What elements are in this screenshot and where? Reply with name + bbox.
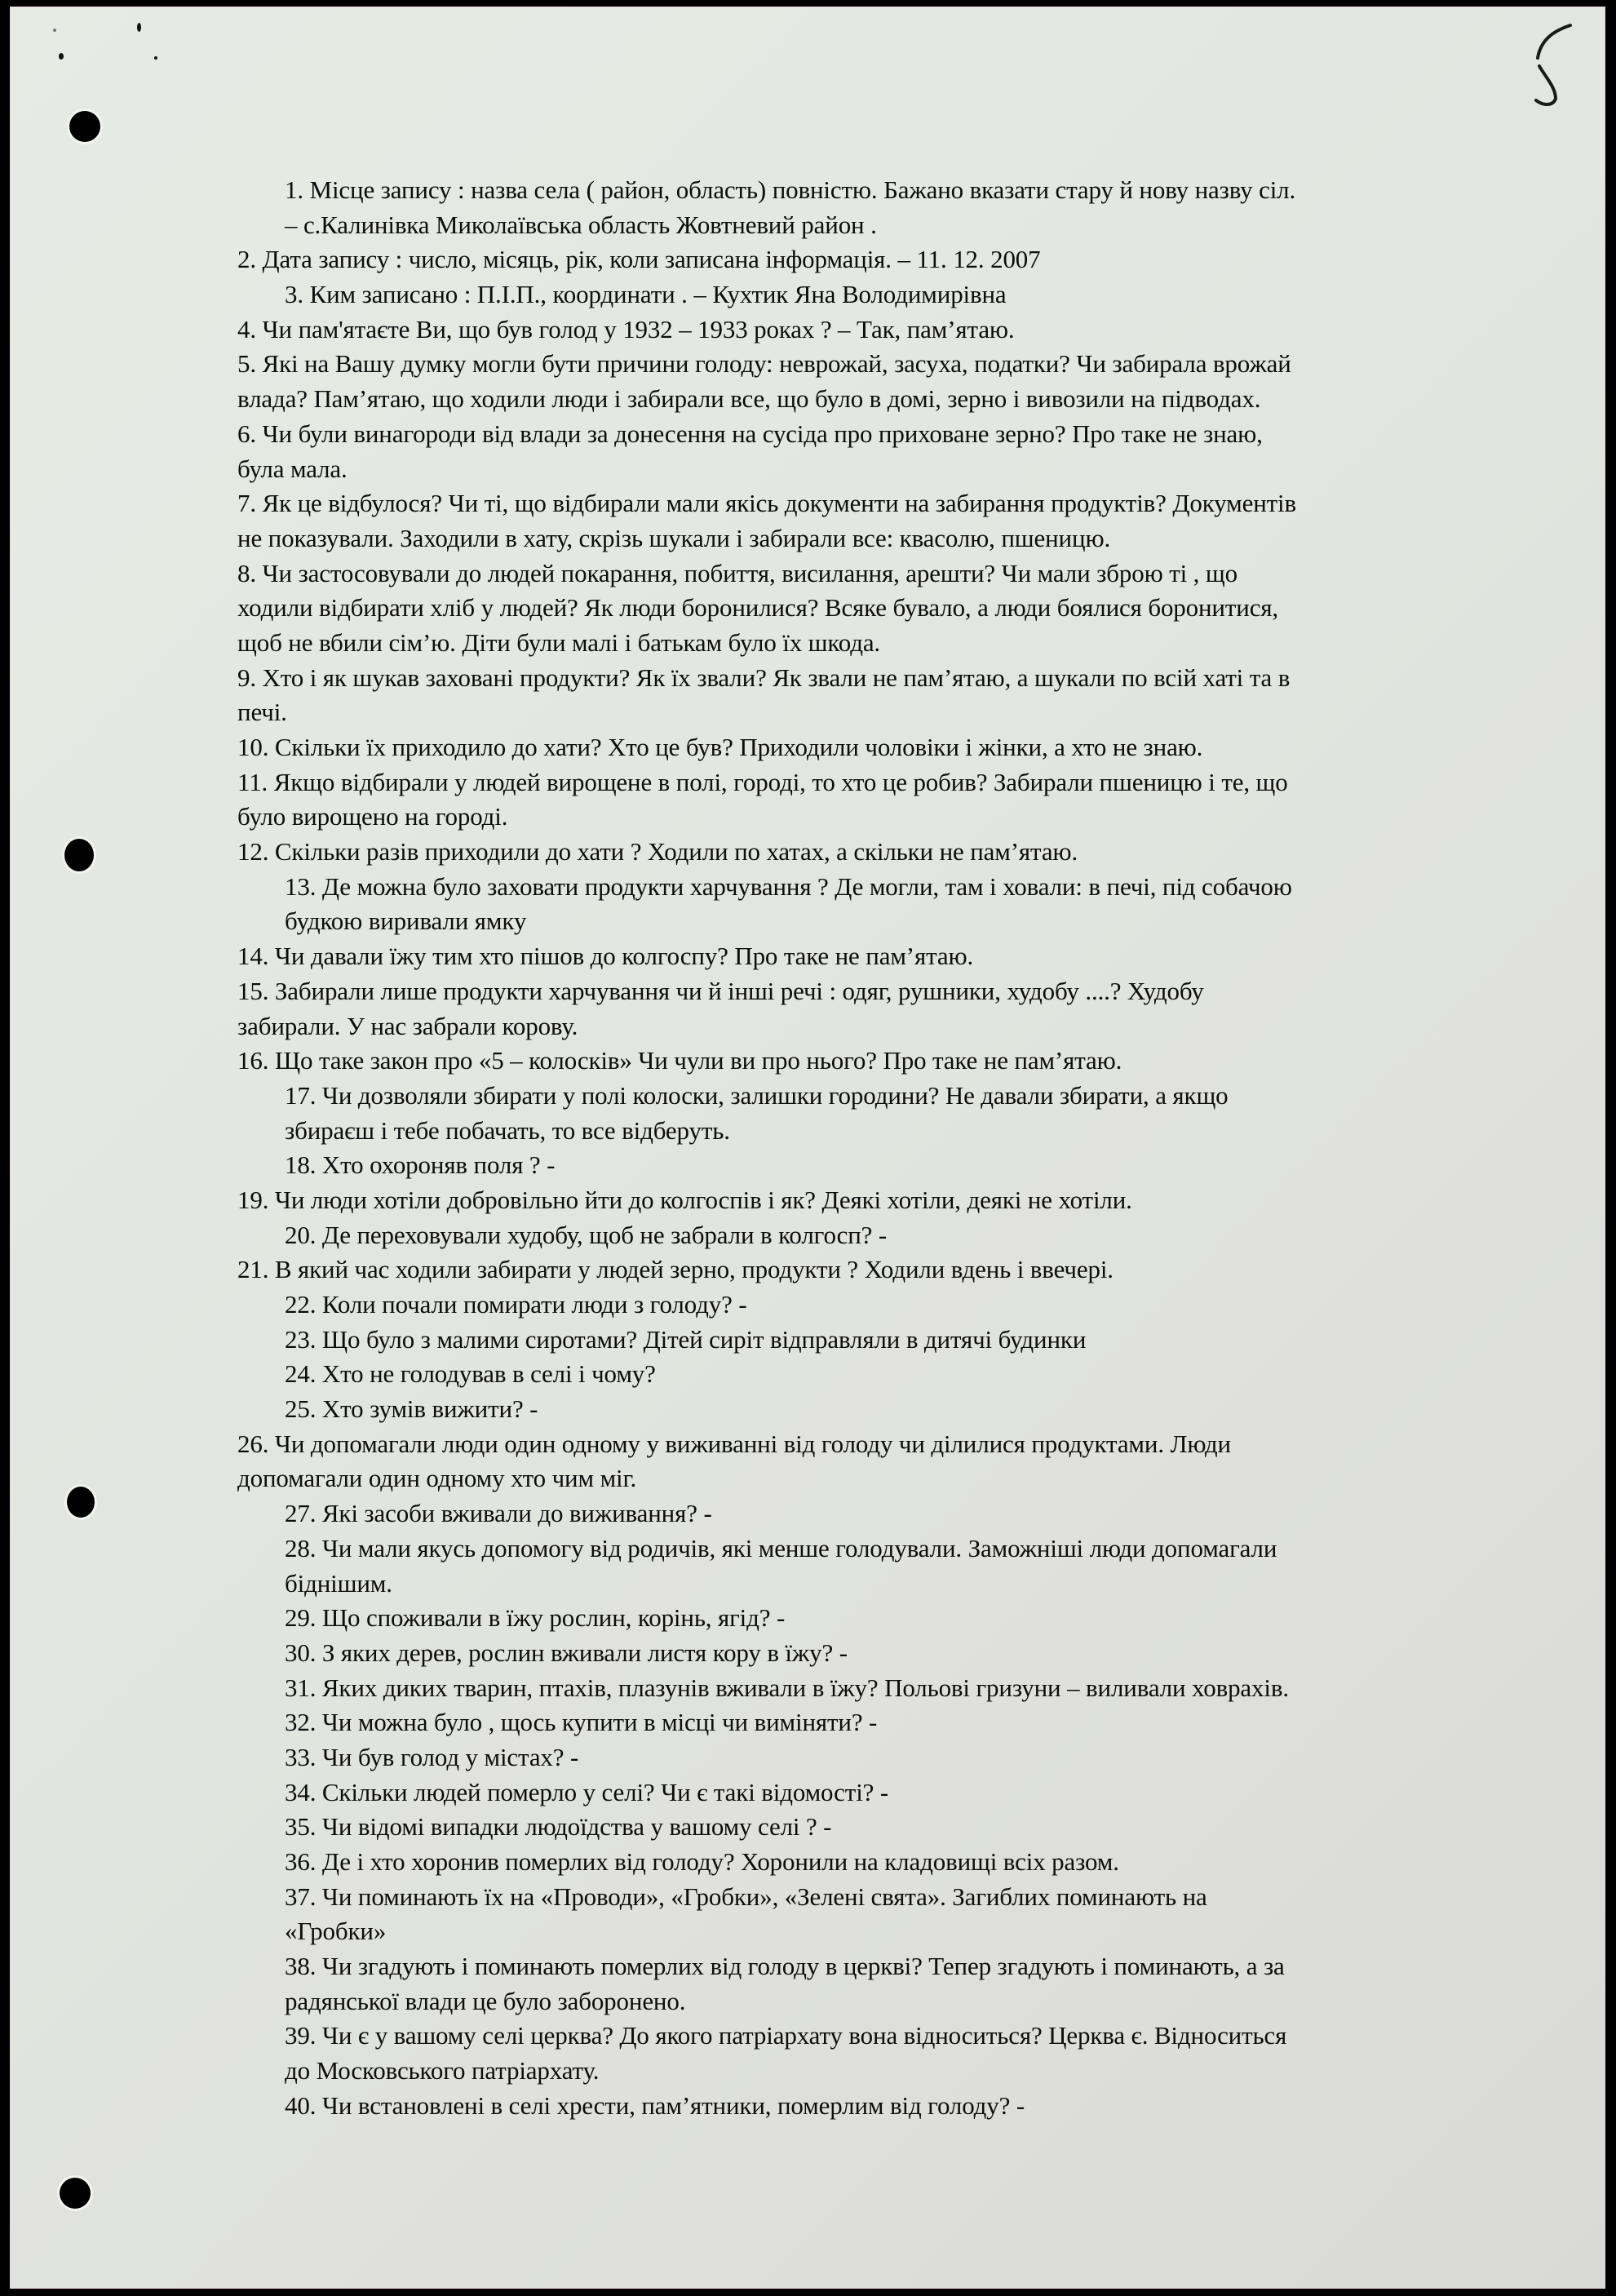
question-item-26 bbox=[237, 1427, 1575, 1496]
question-item-7 bbox=[237, 486, 1575, 556]
question-item-18 bbox=[237, 1148, 1575, 1183]
question-line: 31. Яких диких тварин, птахів, плазунів вживали в їжу? Польові гризуни – виливали ховрахів. bbox=[285, 1673, 1289, 1702]
answer-continuation-line: збираєш і тебе побачать, то все відберуть. bbox=[285, 1115, 730, 1145]
question-line: 27. Які засоби вживали до виживання? - bbox=[285, 1499, 712, 1528]
questionnaire-text bbox=[237, 173, 1575, 2124]
answer-continuation-line: було вирощено на городі. bbox=[237, 802, 508, 831]
question-line: 17. Чи дозволяли збирати у полі колоски, залишки городини? Не давали збирати, а якщо bbox=[285, 1080, 1229, 1110]
question-line: 24. Хто не голодував в селі і чому? bbox=[285, 1359, 656, 1389]
question-line: 10. Скільки їх приходило до хати? Хто це був? Приходили чоловіки і жінки, а хто не знаю. bbox=[237, 733, 1203, 761]
paper-speck bbox=[53, 29, 56, 32]
question-line: 8. Чи застосовували до людей покарання, побиття, висилання, арешти? Чи мали зброю ті , що bbox=[237, 558, 1237, 587]
answer-continuation-line: допомагали один одному хто чим міг. bbox=[237, 1464, 637, 1493]
answer-continuation-line: будкою виривали ямку bbox=[285, 906, 527, 936]
question-item-23 bbox=[237, 1323, 1575, 1358]
question-line: 5. Які на Вашу думку могли бути причини голоду: неврожай, засуха, податки? Чи забирала врожай bbox=[237, 349, 1291, 379]
question-line: 21. В який час ходили забирати у людей зерно, продукти ? Ходили вдень і ввечері. bbox=[237, 1255, 1113, 1284]
question-item-4 bbox=[237, 312, 1575, 348]
question-item-31 bbox=[237, 1671, 1575, 1706]
answer-continuation-line: не показували. Заходили в хату, скрізь шукали і забирали все: квасолю, пшеницю. bbox=[237, 523, 1111, 552]
punch-hole bbox=[60, 2178, 91, 2209]
question-line: 39. Чи є у вашому селі церква? До якого патріархату вона відноситься? Церква є. Відноситься bbox=[285, 2021, 1287, 2050]
question-line: 32. Чи можна було , щось купити в місці чи виміняти? - bbox=[285, 1708, 878, 1737]
question-item-29 bbox=[237, 1601, 1575, 1636]
question-line: 28. Чи мали якусь допомогу від родичів, які менше голодували. Заможніші люди допомагали bbox=[285, 1533, 1277, 1562]
question-line: 40. Чи встановлені в селі хрести, пам’ятники, померлим від голоду? - bbox=[285, 2090, 1025, 2120]
question-item-2 bbox=[237, 242, 1575, 277]
answer-continuation-line: до Московського патріархату. bbox=[285, 2056, 600, 2085]
question-item-6 bbox=[237, 417, 1575, 486]
question-item-12 bbox=[237, 835, 1575, 870]
question-line: 38. Чи згадують і поминають померлих від голоду в церкві? Тепер згадують і поминають, а за bbox=[285, 1952, 1285, 1981]
answer-continuation-line: щоб не вбили сім’ю. Діти були малі і батькам було їх шкода. bbox=[237, 627, 881, 657]
question-line: 20. Де переховували худобу, щоб не забрали в колгосп? - bbox=[285, 1220, 888, 1249]
question-item-5 bbox=[237, 347, 1575, 416]
question-line: 25. Хто зумів вижити? - bbox=[285, 1394, 538, 1424]
paper-speck bbox=[59, 53, 64, 60]
question-line: 37. Чи поминають їх на «Проводи», «Гробки», «Зелені свята». Загиблих поминають на bbox=[285, 1882, 1207, 1911]
punch-hole bbox=[69, 111, 100, 142]
question-line: 4. Чи пам'ятаєте Ви, що був голод у 1932 – 1933 роках ? – Так, пам’ятаю. bbox=[237, 314, 1015, 344]
answer-continuation-line: печі. bbox=[237, 698, 287, 727]
question-line: 6. Чи були винагороди від влади за донесення на сусіда про приховане зерно? Про таке не знаю, bbox=[237, 419, 1263, 448]
question-item-8 bbox=[237, 556, 1575, 661]
question-line: 29. Що споживали в їжу рослин, корінь, ягід? - bbox=[285, 1603, 786, 1633]
question-item-9 bbox=[237, 661, 1575, 730]
question-item-32 bbox=[237, 1705, 1575, 1740]
question-line: 23. Що було з малими сиротами? Дітей сиріт відправляли в дитячі будинки bbox=[285, 1324, 1087, 1354]
question-item-25 bbox=[237, 1392, 1575, 1427]
question-item-14 bbox=[237, 939, 1575, 974]
question-item-33 bbox=[237, 1740, 1575, 1775]
answer-continuation-line: радянської влади це було заборонено. bbox=[285, 1986, 686, 2015]
question-item-39 bbox=[237, 2019, 1575, 2088]
question-line: 12. Скільки разів приходили до хати ? Ходили по хатах, а скільки не пам’ятаю. bbox=[237, 837, 1078, 867]
question-line: 1. Місце запису : назва села ( район, область) повністю. Бажано вказати стару й нову назву сіл. bbox=[285, 175, 1296, 204]
question-item-38 bbox=[237, 1949, 1575, 2019]
question-line: 15. Забирали лише продукти харчування чи й інші речі : одяг, рушники, худобу ....? Худобу bbox=[237, 976, 1204, 1005]
question-item-36 bbox=[237, 1845, 1575, 1880]
document-page bbox=[10, 7, 1605, 2289]
punch-hole bbox=[67, 1487, 95, 1518]
handwritten-page-number bbox=[1528, 19, 1577, 109]
question-line: 14. Чи давали їжу тим хто пішов до колгоспу? Про таке не пам’ятаю. bbox=[237, 942, 974, 971]
answer-continuation-line: була мала. bbox=[237, 454, 348, 483]
paper-speck bbox=[154, 56, 157, 60]
question-line: 13. Де можна було заховати продукти харчування ? Де могли, там і ховали: в печі, під собачою bbox=[285, 871, 1292, 901]
question-line: 18. Хто охороняв поля ? - bbox=[285, 1150, 556, 1180]
question-line: 2. Дата запису : число, місяць, рік, коли записана інформація. – 11. 12. 2007 bbox=[237, 245, 1041, 274]
question-item-3 bbox=[237, 277, 1575, 312]
question-item-13 bbox=[237, 870, 1575, 939]
paper-speck bbox=[137, 23, 141, 32]
question-line: 7. Як це відбулося? Чи ті, що відбирали мали якісь документи на забирання продуктів? Документів bbox=[237, 489, 1296, 518]
question-item-37 bbox=[237, 1880, 1575, 1949]
question-line: 30. З яких дерев, рослин вживали листя кору в їжу? - bbox=[285, 1638, 848, 1667]
question-line: 35. Чи відомі випадки людоїдства у вашому селі ? - bbox=[285, 1812, 832, 1842]
question-item-34 bbox=[237, 1775, 1575, 1811]
question-line: 22. Коли почали помирати люди з голоду? - bbox=[285, 1290, 747, 1319]
question-item-19 bbox=[237, 1183, 1575, 1218]
question-item-40 bbox=[237, 2089, 1575, 2124]
question-item-35 bbox=[237, 1810, 1575, 1845]
question-item-1 bbox=[237, 173, 1575, 242]
question-line: 9. Хто і як шукав заховані продукти? Як їх звали? Як звали не пам’ятаю, а шукали по всій хаті та в bbox=[237, 663, 1291, 692]
question-item-17 bbox=[237, 1079, 1575, 1148]
question-item-22 bbox=[237, 1288, 1575, 1323]
question-line: 11. Якщо відбирали у людей вирощене в полі, городі, то хто це робив? Забирали пшеницю і те, що bbox=[237, 767, 1288, 796]
question-item-15 bbox=[237, 974, 1575, 1044]
question-item-27 bbox=[237, 1496, 1575, 1531]
question-item-16 bbox=[237, 1044, 1575, 1079]
question-line: 16. Що таке закон про «5 – колосків» Чи чули ви про нього? Про таке не пам’ятаю. bbox=[237, 1046, 1122, 1075]
question-line: 3. Ким записано : П.І.П., координати . – Кухтик Яна Володимирівна bbox=[285, 280, 1007, 309]
question-line: 19. Чи люди хотіли добровільно йти до колгоспів і як? Деякі хотіли, деякі не хотіли. bbox=[237, 1185, 1132, 1214]
question-item-20 bbox=[237, 1218, 1575, 1253]
answer-continuation-line: – с.Калинівка Миколаївська область Жовтневий район . bbox=[285, 210, 877, 239]
question-line: 34. Скільки людей померло у селі? Чи є такі відомості? - bbox=[285, 1777, 889, 1806]
question-line: 33. Чи був голод у містах? - bbox=[285, 1742, 579, 1771]
question-item-10 bbox=[237, 730, 1575, 765]
answer-continuation-line: «Гробки» bbox=[285, 1917, 387, 1946]
question-item-28 bbox=[237, 1531, 1575, 1601]
question-item-11 bbox=[237, 765, 1575, 835]
punch-hole bbox=[64, 839, 94, 871]
answer-continuation-line: біднішим. bbox=[285, 1568, 392, 1598]
answer-continuation-line: ходили відбирати хліб у людей? Як люди боронилися? Всяке бувало, а люди боялися боронитися, bbox=[237, 593, 1279, 623]
answer-continuation-line: влада? Пам’ятаю, що ходили люди і забирали все, що було в домі, зерно і вивозили на підводах. bbox=[237, 384, 1261, 414]
question-line: 36. Де і хто хоронив померлих від голоду? Хоронили на кладовищі всіх разом. bbox=[285, 1847, 1119, 1876]
question-line: 26. Чи допомагали люди один одному у виживанні від голоду чи ділилися продуктами. Люди bbox=[237, 1429, 1231, 1458]
question-item-21 bbox=[237, 1252, 1575, 1288]
question-item-30 bbox=[237, 1636, 1575, 1671]
question-item-24 bbox=[237, 1357, 1575, 1392]
answer-continuation-line: забирали. У нас забрали корову. bbox=[237, 1011, 578, 1040]
